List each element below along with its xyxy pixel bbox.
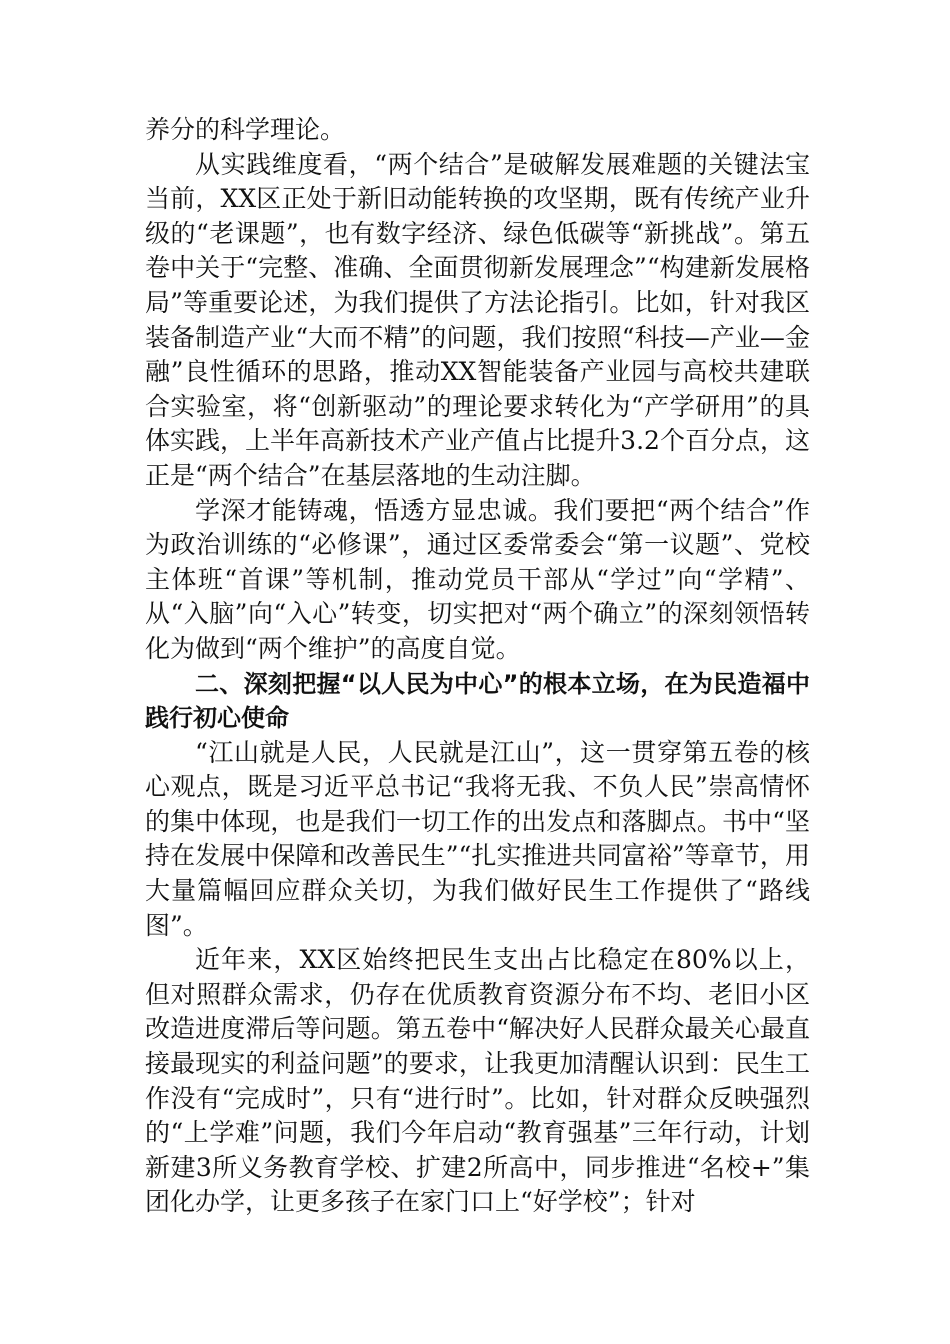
paragraph-continuation: 养分的科学理论。: [145, 115, 346, 144]
section-heading-2: 二、深刻把握“以人民为中心”的根本立场，在为民造福中践行初心使命: [145, 669, 810, 733]
paragraph-practice-dimension: 从实践维度看，“两个结合”是破解发展难题的关键法宝当前，XX区正处于新旧动能转换的攻坚期，既有传统产业升级的“老课题”，也有数字经济、绿色低碳等“新挑战”。第五卷中关于“完整、准确、全面贯彻新发展理念”“构建新发展格局”等重要论述，为我们提供了方法论指引。比如，针对我区装备制造产业“大而不精”的问题，我们按照“科技—产业—金融”良性循环的思路，推动XX智能装备产业园与高校共建联合实验室，将“创新驱动”的理论要求转化为“产学研用”的具体实践，上半年高新技术产业产值占比提升3.2个百分点，这正是“两个结合”在基层落地的生动注脚。: [145, 149, 810, 490]
document-body: [145, 113, 810, 1220]
paragraph-livelihood-work: 近年来，XX区始终把民生支出占比稳定在80%以上，但对照群众需求，仍存在优质教育资源分布不均、老旧小区改造进度滞后等问题。第五卷中“解决好人民群众最关心最直接最现实的利益问题”的要求，让我更加清醒认识到：民生工作没有“完成时”，只有“进行时”。比如，针对群众反映强烈的“上学难”问题，我们今年启动“教育强基”三年行动，计划新建3所义务教育学校、扩建2所高中，同步推进“名校+”集团化办学，让更多孩子在家门口上“好学校”；针对: [145, 945, 810, 1217]
paragraph-political-training: 学深才能铸魂，悟透方显忠诚。我们要把“两个结合”作为政治训练的“必修课”，通过区委常委会“第一议题”、党校主体班“首课”等机制，推动党员干部从“学过”向“学精”、从“入脑”向“入心”转变，切实把对“两个确立”的深刻领悟转化为做到“两个维护”的高度自觉。: [145, 495, 810, 663]
paragraph-people-centered: “江山就是人民，人民就是江山”，这一贯穿第五卷的核心观点，既是习近平总书记“我将无我、不负人民”崇高情怀的集中体现，也是我们一切工作的出发点和落脚点。书中“坚持在发展中保障和改善民生”“扎实推进共同富裕”等章节，用大量篇幅回应群众关切，为我们做好民生工作提供了“路线图”。: [145, 737, 810, 940]
